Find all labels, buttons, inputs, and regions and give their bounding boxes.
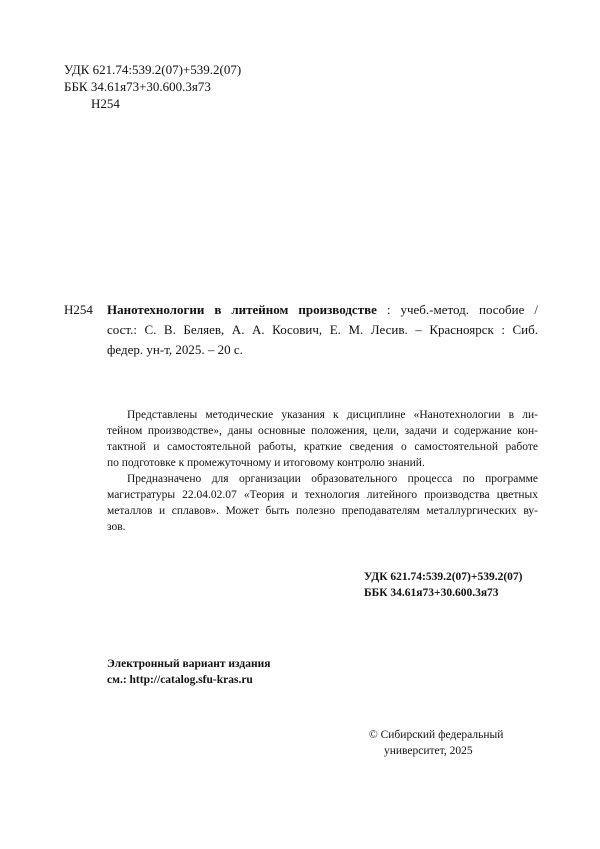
abstract-p1-line: тейном производстве», даны основные положения, цели, задачи и содержание кон- [107, 425, 538, 437]
header-udk-code: УДК 621.74:539.2(07)+539.2(07) [64, 62, 242, 77]
copyright-line-2: университет, 2025 [384, 745, 473, 757]
abstract-p1-line: по подготовке к промежуточному и итоговому контролю знаний. [107, 457, 425, 469]
bib-line-1 [107, 300, 538, 320]
bib-publication-type: : учеб.-метод. пособие / [376, 302, 538, 317]
bibliographic-entry [107, 300, 538, 360]
abstract [107, 407, 538, 535]
bib-line-2: сост.: С. В. Беляев, А. А. Косович, Е. М. Лесив. – Красноярск : Сиб. [107, 322, 538, 337]
copyright-line-1: © Сибирский федеральный [369, 729, 504, 741]
abstract-p2-line: Предназначено для организации образовательного процесса по программе [127, 473, 538, 485]
abstract-p1-line: Представлены методические указания к дисциплине «Нанотехнологии в ли- [127, 409, 538, 421]
abstract-p2-line: металлов и сплавов». Может быть полезно преподавателям металлургических ву- [107, 505, 538, 517]
electronic-version-label: Электронный вариант издания [107, 658, 271, 670]
classification-udk: УДК 621.74:539.2(07)+539.2(07) [364, 571, 523, 583]
classification-bbk: ББК 34.61я73+30.600.3я73 [364, 587, 499, 599]
bib-title: Нанотехнологии в литейном производстве [107, 302, 377, 317]
electronic-version-link[interactable]: см.: http://catalog.sfu-kras.ru [107, 674, 253, 686]
bib-line-3: федер. ун-т, 2025. – 20 с. [107, 342, 243, 357]
abstract-p1-line: тактной и самостоятельной работы, краткие сведения о самостоятельной работе [107, 441, 538, 453]
header-bbk-code: ББК 34.61я73+30.600.3я73 [64, 79, 211, 94]
bib-author-mark: Н254 [64, 302, 93, 317]
abstract-p2-line: зов. [107, 521, 126, 533]
abstract-p2-line: магистратуры 22.04.02.07 «Теория и технология литейного производства цветных [107, 489, 538, 501]
header-author-mark: Н254 [91, 96, 120, 111]
